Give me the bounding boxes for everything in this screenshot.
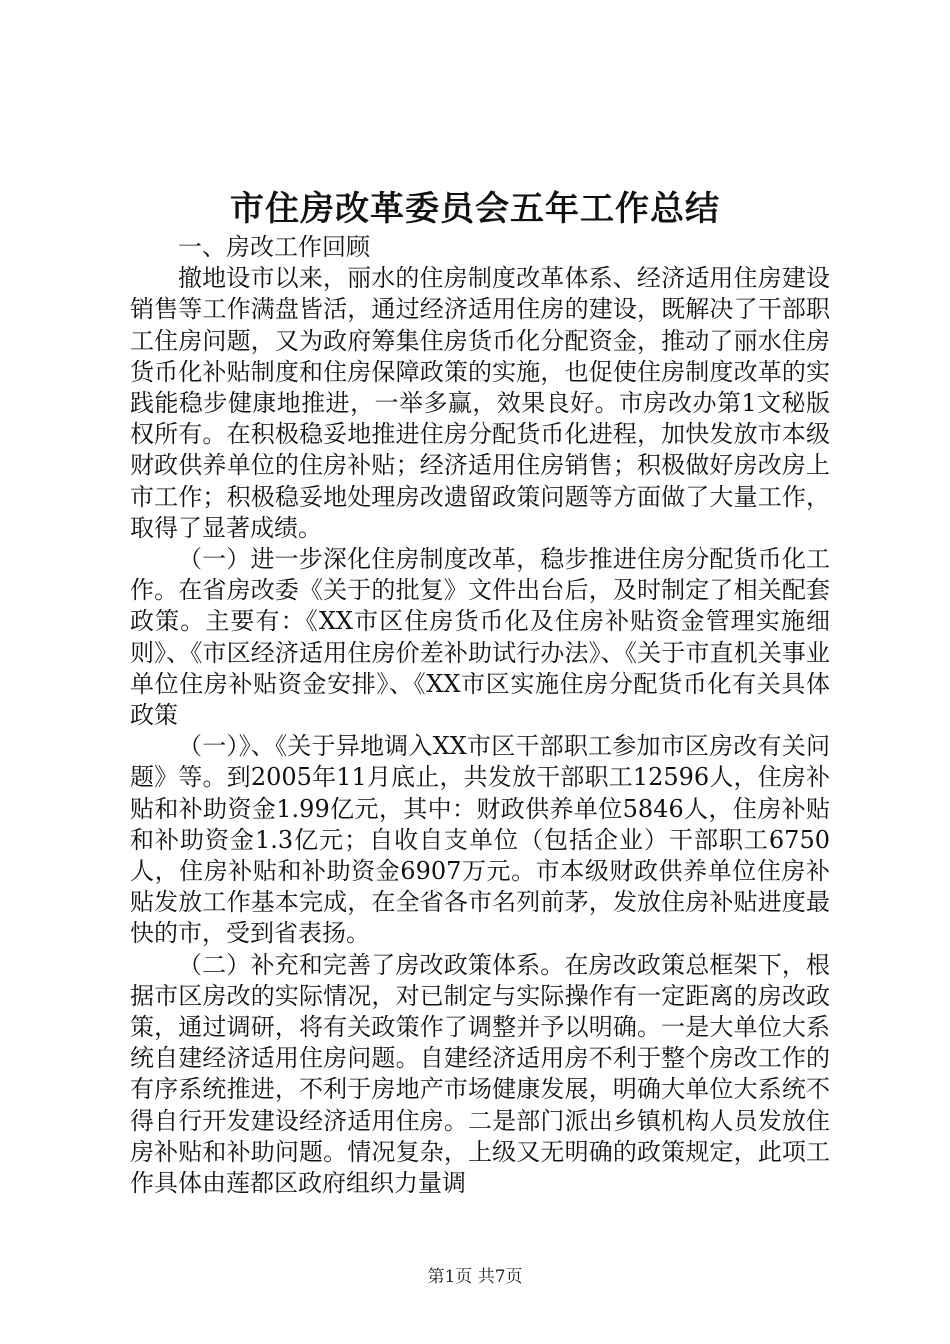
body-paragraph: （一）》、《关于异地调入XX市区干部职工参加市区房改有关问题》等。到2005年11月底止，共发放干部职工12596人，住房补贴和补助资金1.99亿元，其中：财政供养单位5846人，住房补贴和补助资金1.3亿元；自收自支单位（包括企业）干部职工6750人，住房补贴和补助资金6907万元。市本级财政供养单位住房补贴发放工作基本完成，在全省各市名列前茅，发放住房补贴进度最快的市，受到省表扬。 [130,732,830,948]
body-paragraph: （一）进一步深化住房制度改革，稳步推进住房分配货币化工作。在省房改委《关于的批复》文件出台后，及时制定了相关配套政策。主要有：《XX市区住房货币化及住房补贴资金管理实施细则》、《市区经济适用住房价差补助试行办法》、《关于市直机关事业单位住房补贴资金安排》、《XX市区实施住房分配货币化有关具体政策 [130,545,830,730]
document-body [130,232,830,1199]
document-title: 市住房改革委员会五年工作总结 [230,189,720,229]
section-heading: 一、房改工作回顾 [178,233,370,261]
body-paragraph: 撤地设市以来，丽水的住房制度改革体系、经济适用住房建设销售等工作满盘皆活，通过经济适用住房的建设，既解决了干部职工住房问题，又为政府筹集住房货币化分配资金，推动了丽水住房货币化补贴制度和住房保障政策的实施，也促使住房制度改革的实践能稳步健康地推进，一举多赢，效果良好。市房改办第1文秘版权所有。在积极稳妥地推进住房分配货币化进程，加快发放市本级财政供养单位的住房补贴；经济适用住房销售；积极做好房改房上市工作；积极稳妥地处理房改遗留政策问题等方面做了大量工作，取得了显著成绩。 [130,264,830,542]
page-footer: 第1页 共7页 [427,1267,523,1287]
body-paragraph: （二）补充和完善了房改政策体系。在房改政策总框架下，根据市区房改的实际情况，对已制定与实际操作有一定距离的房改政策，通过调研，将有关政策作了调整并予以明确。一是大单位大系统自建经济适用住房问题。自建经济适用房不利于整个房改工作的有序系统推进，不利于房地产市场健康发展，明确大单位大系统不得自行开发建设经济适用住房。二是部门派出乡镇机构人员发放住房补贴和补助问题。情况复杂，上级又无明确的政策规定，此项工作具体由莲都区政府组织力量调 [130,950,830,1198]
